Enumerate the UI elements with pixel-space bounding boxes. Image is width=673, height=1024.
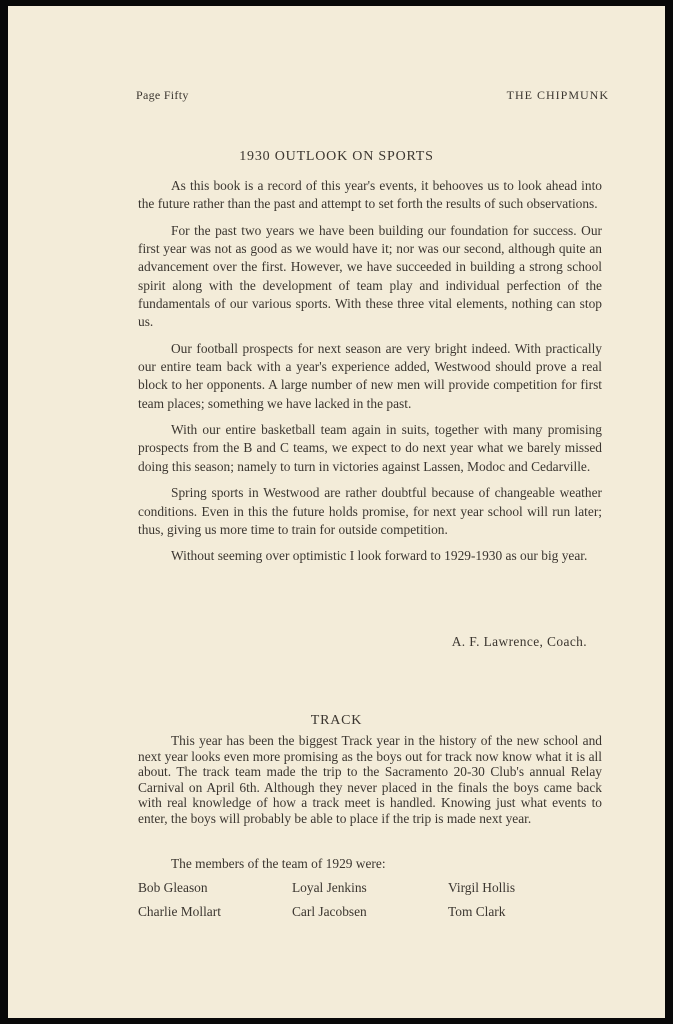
team-member: Carl Jacobsen <box>292 904 367 919</box>
members-row <box>138 904 598 928</box>
outlook-paragraph: As this book is a record of this year's events, it behooves us to look ahead into the future rather than the past and attempt to set forth the results of such observations. <box>138 178 602 212</box>
team-member: Virgil Hollis <box>448 880 516 895</box>
outlook-title: 1930 OUTLOOK ON SPORTS <box>239 149 434 164</box>
members-intro: The members of the team of 1929 were: <box>171 856 386 871</box>
team-member: Charlie Mollart <box>138 904 221 919</box>
outlook-article <box>138 177 602 574</box>
track-title: TRACK <box>310 713 363 728</box>
outlook-paragraph: Without seeming over optimistic I look forward to 1929-1930 as our big year. <box>171 548 588 564</box>
page-number-header: Page Fifty <box>136 88 189 102</box>
outlook-paragraph: Our football prospects for next season are very bright indeed. With practically our entire team back with a year's experience added, Westwood should prove a real block to her opponents. A large number of new men will provide competition for first team places; something we have lacked in the past. <box>138 340 602 411</box>
track-paragraph: This year has been the biggest Track year in the history of the new school and next year looks even more promising as the boys out for track now know what it is all about. The track team made the trip to the Sacramento 20-30 Club's annual Relay Carnival on April 6th. Although they never placed in the finals the boys came back with real knowledge of how a track meet is handled. Knowing just what events to enter, the boys will probably be able to place if the trip is made next year. <box>138 733 602 826</box>
outlook-paragraph: For the past two years we have been building our foundation for success. Our first year was not as good as we would have it; nor was our second, although quite an advancement over the first. However, we have succeeded in building a strong school spirit along with the development of team play and individual perfection of the fundamentals of our various sports. With these three vital elements, nothing can stop us. <box>138 222 602 330</box>
team-member: Tom Clark <box>448 904 506 919</box>
outlook-paragraph: With our entire basketball team again in suits, together with many promising prospects from the B and C teams, we expect to do next year what we barely missed doing this season; namely to turn in victories against Lassen, Modoc and Cedarville. <box>138 422 602 474</box>
publication-header: THE CHIPMUNK <box>506 88 609 102</box>
team-member: Bob Gleason <box>138 880 208 895</box>
members-row <box>138 880 598 904</box>
team-members-list <box>138 880 598 928</box>
yearbook-page <box>8 6 665 1018</box>
team-member: Loyal Jenkins <box>292 880 367 895</box>
coach-signature: A. F. Lawrence, Coach. <box>451 634 587 649</box>
outlook-paragraph: Spring sports in Westwood are rather doubtful because of changeable weather conditions. Even in this the future holds promise, for next year school will run later; thus, giving us more time to train for outside competition. <box>138 485 602 537</box>
track-article <box>138 733 602 827</box>
